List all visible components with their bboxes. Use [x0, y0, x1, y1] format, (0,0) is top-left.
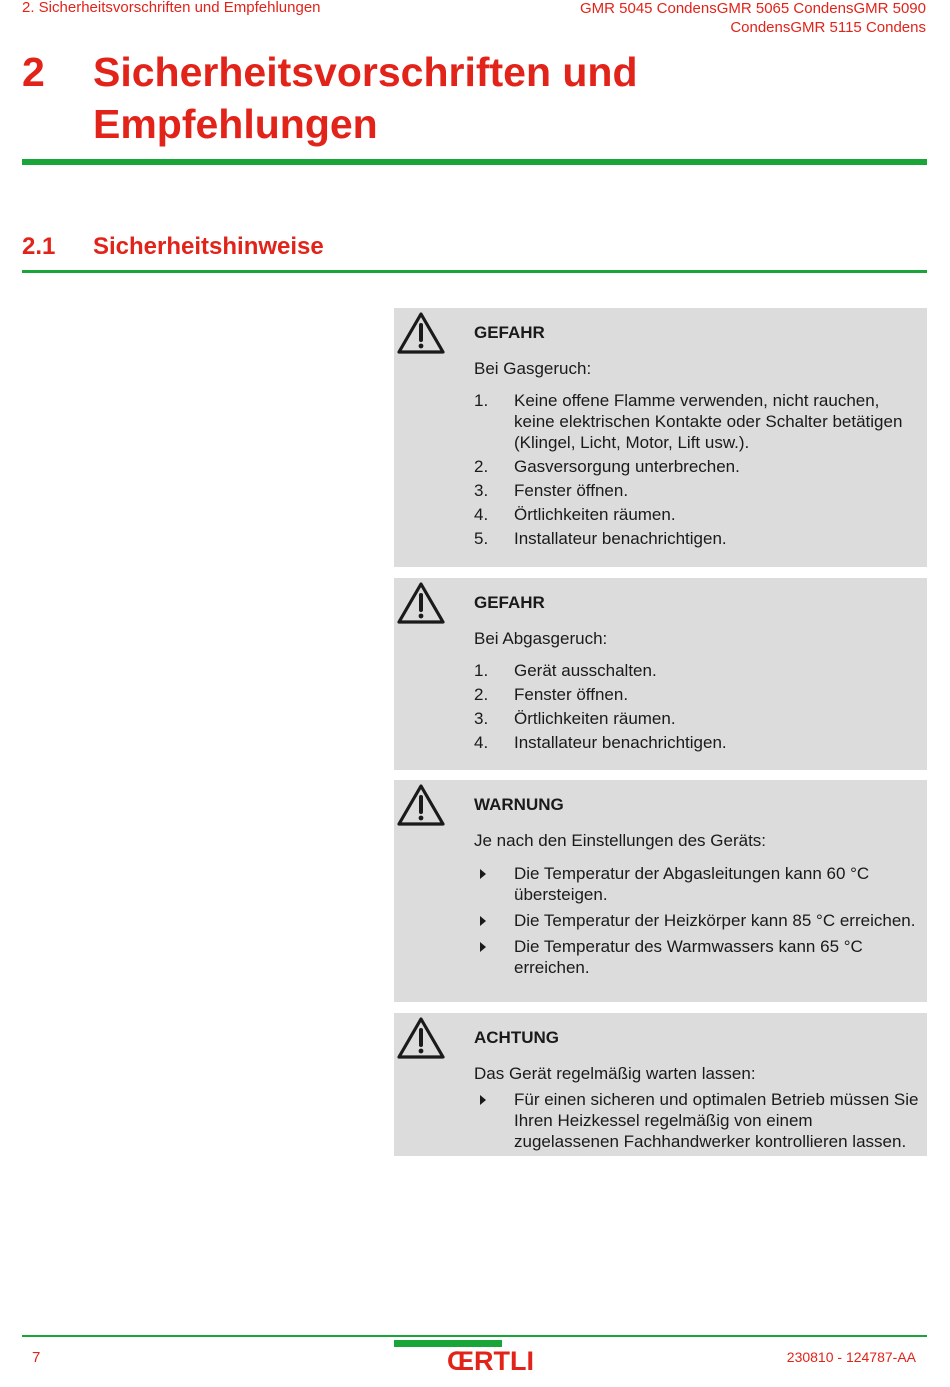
page-number: 7 [32, 1349, 41, 1366]
notice-title: GEFAHR [474, 323, 545, 342]
notice-intro: Je nach den Einstellungen des Geräts: [474, 831, 767, 850]
warning-triangle-icon [396, 783, 446, 827]
list-item: Die Temperatur der Abgasleitungen kann 60 °C übersteigen. [474, 863, 921, 905]
caution-notice-maintenance [394, 1013, 927, 1156]
models-line-2: CondensGMR 5115 Condens [730, 19, 926, 36]
chapter-number: 2 [22, 49, 45, 95]
danger-notice-gas [394, 308, 927, 567]
list-item: Die Temperatur der Heizkörper kann 85 °C erreichen. [474, 910, 921, 931]
notice-intro: Bei Gasgeruch: [474, 359, 592, 378]
notice-intro: Das Gerät regelmäßig warten lassen: [474, 1064, 756, 1083]
list-item: 2. Fenster öffnen. [474, 685, 629, 704]
notice-bullets [474, 1089, 921, 1152]
bullet-arrow-icon [480, 942, 486, 952]
notice-title: WARNUNG [474, 795, 564, 814]
bullet-arrow-icon [480, 869, 486, 879]
list-item: 3. Örtlichkeiten räumen. [474, 709, 676, 728]
notice-bullets [474, 863, 921, 978]
document-reference: 230810 - 124787-AA [786, 1349, 916, 1365]
warning-triangle-icon [396, 1016, 446, 1060]
list-item: 1. Gerät ausschalten. [474, 661, 657, 680]
notice-steps [474, 660, 921, 753]
running-header-section: 2. Sicherheitsvorschriften und Empfehlungen [22, 0, 321, 16]
chapter-rule [22, 159, 927, 165]
list-item: Die Temperatur des Warmwassers kann 65 °C erreichen. [474, 936, 921, 978]
warning-notice-temperatures [394, 780, 927, 1002]
models-line-1: GMR 5045 CondensGMR 5065 CondensGMR 5090 [579, 0, 926, 17]
list-item: 3. Fenster öffnen. [474, 481, 629, 500]
notice-steps [474, 390, 921, 549]
notice-title: GEFAHR [474, 593, 545, 612]
warning-triangle-icon [396, 581, 446, 625]
section-title: Sicherheitshinweise [93, 233, 324, 260]
footer-rule [22, 1335, 927, 1337]
section-rule [22, 270, 927, 273]
warning-triangle-icon [396, 311, 446, 355]
danger-notice-flue-gas [394, 578, 927, 770]
bullet-arrow-icon [480, 1095, 486, 1105]
section-number: 2.1 [22, 233, 56, 260]
notice-title: ACHTUNG [474, 1028, 559, 1047]
list-item: 2. Gasversorgung unterbrechen. [474, 457, 740, 476]
list-item: 1. Keine offene Flamme verwenden, nicht rauchen, keine elektrischen Kontakte oder Schalter betätigen (Klingel, Licht, Motor, Lift usw.). [474, 391, 903, 452]
notice-intro: Bei Abgasgeruch: [474, 629, 608, 648]
bullet-arrow-icon [480, 916, 486, 926]
list-item: 5. Installateur benachrichtigen. [474, 529, 727, 548]
list-item: Für einen sicheren und optimalen Betrieb müssen Sie Ihren Heizkessel regelmäßig von einem zugelassenen Fachhandwerker kontrollieren lassen. [474, 1089, 921, 1152]
chapter-title: Sicherheitsvorschriften und Empfehlungen [93, 49, 638, 147]
brand-logo: ŒRTLI [447, 1346, 534, 1376]
list-item: 4. Örtlichkeiten räumen. [474, 505, 676, 524]
list-item: 4. Installateur benachrichtigen. [474, 733, 727, 752]
running-header-models [580, 0, 926, 37]
